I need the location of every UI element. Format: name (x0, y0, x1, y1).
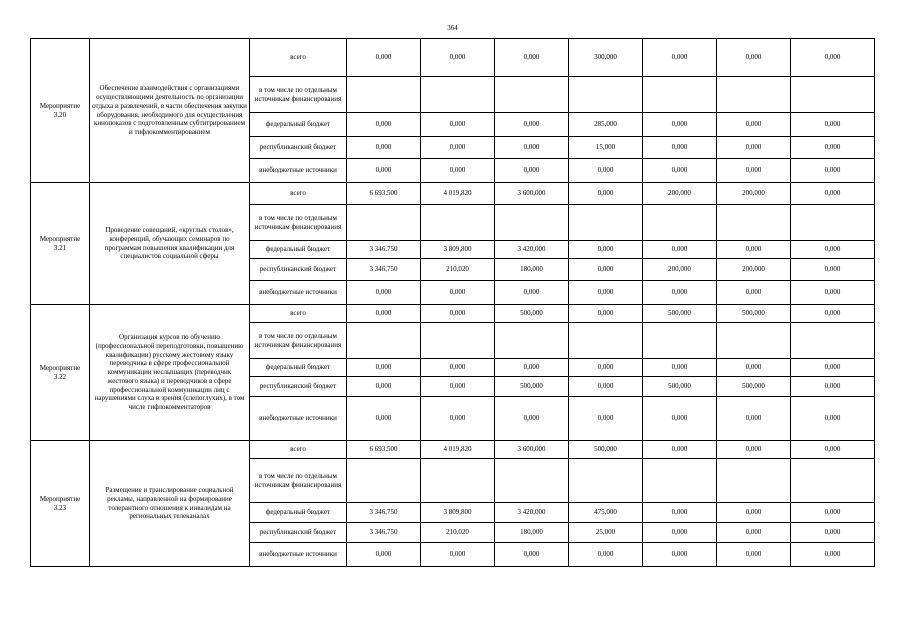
amount-cell: 475,000 (569, 503, 643, 523)
measure-description: Размещение и транслирование социальной рекламы, направленной на формирование толерантного отношения к инвалидам на региональных телеканалах (90, 441, 250, 567)
funding-source: федеральный бюджет (250, 359, 347, 377)
amount-cell: 0,000 (643, 159, 717, 183)
funding-source: республиканский бюджет (250, 137, 347, 159)
amount-cell: 0,000 (569, 397, 643, 441)
amount-cell (495, 459, 569, 503)
amount-cell: 0,000 (717, 137, 791, 159)
measure-description: Проведение совещаний, «круглых столов», конференций, обучающих семинаров по программам повышения квалификации для специалистов социальной сферы (90, 183, 250, 305)
amount-cell: 0,000 (495, 39, 569, 77)
amount-cell (421, 205, 495, 241)
amount-cell (569, 77, 643, 113)
amount-cell: 180,000 (495, 259, 569, 281)
funding-source: в том числе по отдельным источникам финансирования (250, 323, 347, 359)
amount-cell: 210,020 (421, 523, 495, 543)
amount-cell: 0,000 (791, 377, 875, 397)
table-row (31, 441, 875, 459)
amount-cell: 0,000 (495, 113, 569, 137)
amount-cell: 0,000 (717, 159, 791, 183)
amount-cell: 0,000 (421, 377, 495, 397)
amount-cell: 0,000 (347, 377, 421, 397)
amount-cell: 0,000 (717, 397, 791, 441)
funding-source: в том числе по отдельным источникам финансирования (250, 205, 347, 241)
amount-cell: 0,000 (791, 523, 875, 543)
amount-cell: 0,000 (347, 113, 421, 137)
amount-cell (717, 323, 791, 359)
amount-cell: 0,000 (643, 281, 717, 305)
funding-source: федеральный бюджет (250, 113, 347, 137)
measure-id: Мероприятие 3.21 (31, 183, 90, 305)
table-row (31, 305, 875, 323)
amount-cell (495, 323, 569, 359)
amount-cell: 0,000 (643, 241, 717, 259)
amount-cell: 0,000 (643, 137, 717, 159)
amount-cell: 200,000 (717, 259, 791, 281)
funding-source: республиканский бюджет (250, 523, 347, 543)
amount-cell: 500,000 (643, 377, 717, 397)
amount-cell: 180,000 (495, 523, 569, 543)
amount-cell (347, 323, 421, 359)
amount-cell (791, 205, 875, 241)
amount-cell (643, 323, 717, 359)
amount-cell: 0,000 (495, 137, 569, 159)
amount-cell: 0,000 (791, 137, 875, 159)
amount-cell: 0,000 (791, 305, 875, 323)
measure-description: Обеспечение взаимодействия с организациями осуществляющими деятельность по организации отдыха и развлечений, в части обеспечения закупки оборудования, необходимого для осуществления кинопоказов с подготовленным субтитрированием и тифлокомментированием (90, 39, 250, 183)
amount-cell: 0,000 (791, 503, 875, 523)
measure-id: Мероприятие 3.20 (31, 39, 90, 183)
measure-id: Мероприятие 3.22 (31, 305, 90, 441)
funding-source: всего (250, 183, 347, 205)
amount-cell: 3 600,000 (495, 441, 569, 459)
funding-source: внебюджетные источники (250, 397, 347, 441)
amount-cell: 0,000 (569, 183, 643, 205)
amount-cell: 200,000 (643, 259, 717, 281)
amount-cell: 0,000 (347, 397, 421, 441)
amount-cell: 0,000 (569, 241, 643, 259)
amount-cell: 0,000 (717, 543, 791, 567)
amount-cell (569, 323, 643, 359)
amount-cell (347, 459, 421, 503)
amount-cell: 0,000 (643, 503, 717, 523)
funding-source: федеральный бюджет (250, 503, 347, 523)
amount-cell: 0,000 (347, 137, 421, 159)
budget-table (30, 38, 875, 567)
amount-cell: 0,000 (495, 359, 569, 377)
amount-cell: 0,000 (495, 159, 569, 183)
amount-cell: 0,000 (791, 159, 875, 183)
amount-cell: 500,000 (569, 441, 643, 459)
amount-cell: 0,000 (421, 113, 495, 137)
funding-source: внебюджетные источники (250, 543, 347, 567)
page-number: 364 (447, 24, 458, 32)
amount-cell (717, 459, 791, 503)
amount-cell (643, 205, 717, 241)
amount-cell (421, 77, 495, 113)
amount-cell: 3 420,000 (495, 241, 569, 259)
amount-cell (347, 77, 421, 113)
amount-cell: 0,000 (569, 305, 643, 323)
amount-cell: 0,000 (717, 503, 791, 523)
funding-source: всего (250, 441, 347, 459)
amount-cell: 0,000 (791, 39, 875, 77)
amount-cell: 500,000 (717, 377, 791, 397)
amount-cell: 3 346,750 (347, 241, 421, 259)
amount-cell: 3 600,000 (495, 183, 569, 205)
amount-cell (569, 205, 643, 241)
amount-cell: 0,000 (643, 113, 717, 137)
funding-source: республиканский бюджет (250, 377, 347, 397)
amount-cell: 6 693,500 (347, 441, 421, 459)
amount-cell: 0,000 (643, 543, 717, 567)
amount-cell: 0,000 (791, 359, 875, 377)
amount-cell (643, 459, 717, 503)
amount-cell: 500,000 (717, 305, 791, 323)
amount-cell: 3 346,750 (347, 503, 421, 523)
amount-cell: 0,000 (643, 359, 717, 377)
amount-cell: 0,000 (717, 39, 791, 77)
amount-cell: 3 346,750 (347, 259, 421, 281)
amount-cell: 0,000 (495, 543, 569, 567)
amount-cell: 0,000 (643, 441, 717, 459)
amount-cell: 0,000 (791, 281, 875, 305)
amount-cell (421, 323, 495, 359)
amount-cell: 0,000 (569, 359, 643, 377)
amount-cell (569, 459, 643, 503)
amount-cell: 0,000 (421, 159, 495, 183)
amount-cell: 15,000 (569, 137, 643, 159)
amount-cell: 3 809,800 (421, 503, 495, 523)
amount-cell: 0,000 (791, 183, 875, 205)
amount-cell: 200,000 (717, 183, 791, 205)
table-row (31, 183, 875, 205)
amount-cell: 0,000 (569, 377, 643, 397)
amount-cell: 0,000 (791, 259, 875, 281)
amount-cell (347, 205, 421, 241)
amount-cell: 3 346,750 (347, 523, 421, 543)
amount-cell: 0,000 (421, 281, 495, 305)
funding-source: внебюджетные источники (250, 281, 347, 305)
amount-cell: 210,020 (421, 259, 495, 281)
amount-cell (791, 323, 875, 359)
amount-cell: 0,000 (495, 397, 569, 441)
amount-cell (643, 77, 717, 113)
funding-source: республиканский бюджет (250, 259, 347, 281)
amount-cell: 0,000 (347, 39, 421, 77)
amount-cell: 0,000 (717, 113, 791, 137)
amount-cell (495, 205, 569, 241)
funding-source: федеральный бюджет (250, 241, 347, 259)
amount-cell: 0,000 (421, 359, 495, 377)
amount-cell: 0,000 (495, 281, 569, 305)
amount-cell: 0,000 (347, 281, 421, 305)
amount-cell: 0,000 (421, 39, 495, 77)
amount-cell: 0,000 (717, 241, 791, 259)
amount-cell (791, 77, 875, 113)
amount-cell: 0,000 (569, 159, 643, 183)
amount-cell: 0,000 (791, 397, 875, 441)
amount-cell: 0,000 (791, 113, 875, 137)
amount-cell: 285,000 (569, 113, 643, 137)
measure-id: Мероприятие 3.23 (31, 441, 90, 567)
amount-cell: 0,000 (347, 359, 421, 377)
amount-cell: 0,000 (643, 523, 717, 543)
funding-source: в том числе по отдельным источникам финансирования (250, 77, 347, 113)
amount-cell: 0,000 (421, 397, 495, 441)
amount-cell: 0,000 (421, 137, 495, 159)
amount-cell: 3 809,800 (421, 241, 495, 259)
amount-cell: 3 420,000 (495, 503, 569, 523)
amount-cell: 0,000 (421, 543, 495, 567)
amount-cell (717, 205, 791, 241)
amount-cell: 500,000 (495, 377, 569, 397)
amount-cell: 0,000 (347, 159, 421, 183)
amount-cell: 0,000 (347, 305, 421, 323)
amount-cell: 0,000 (791, 241, 875, 259)
funding-source: всего (250, 39, 347, 77)
amount-cell: 0,000 (569, 281, 643, 305)
amount-cell: 500,000 (495, 305, 569, 323)
amount-cell: 0,000 (717, 281, 791, 305)
amount-cell: 0,000 (791, 441, 875, 459)
amount-cell (717, 77, 791, 113)
amount-cell: 0,000 (643, 397, 717, 441)
amount-cell: 0,000 (717, 359, 791, 377)
amount-cell: 25,000 (569, 523, 643, 543)
amount-cell: 0,000 (347, 543, 421, 567)
amount-cell: 0,000 (717, 523, 791, 543)
amount-cell: 0,000 (421, 305, 495, 323)
funding-source: всего (250, 305, 347, 323)
amount-cell: 0,000 (643, 39, 717, 77)
funding-source: в том числе по отдельным источникам финансирования (250, 459, 347, 503)
measure-description: Организация курсов по обучению (профессиональной переподготовки, повышению квалификации) русскому жестовому языку переводчика в сфере профессиональной коммуникации неслышащих (переводчик жестового языка) и переводчиков в сфере профессиональной коммуникации лиц с нарушениями слуха и зрения (слепоглухих), в том числе тифлокомментаторов (90, 305, 250, 441)
amount-cell: 0,000 (717, 441, 791, 459)
amount-cell: 200,000 (643, 183, 717, 205)
amount-cell: 0,000 (569, 259, 643, 281)
amount-cell (421, 459, 495, 503)
amount-cell: 4 019,820 (421, 441, 495, 459)
amount-cell: 6 693,500 (347, 183, 421, 205)
table-row (31, 39, 875, 77)
amount-cell: 300,000 (569, 39, 643, 77)
amount-cell: 4 019,820 (421, 183, 495, 205)
table-body (31, 39, 875, 567)
amount-cell: 500,000 (643, 305, 717, 323)
funding-source: внебюджетные источники (250, 159, 347, 183)
amount-cell (791, 459, 875, 503)
amount-cell (495, 77, 569, 113)
amount-cell: 0,000 (569, 543, 643, 567)
amount-cell: 0,000 (791, 543, 875, 567)
